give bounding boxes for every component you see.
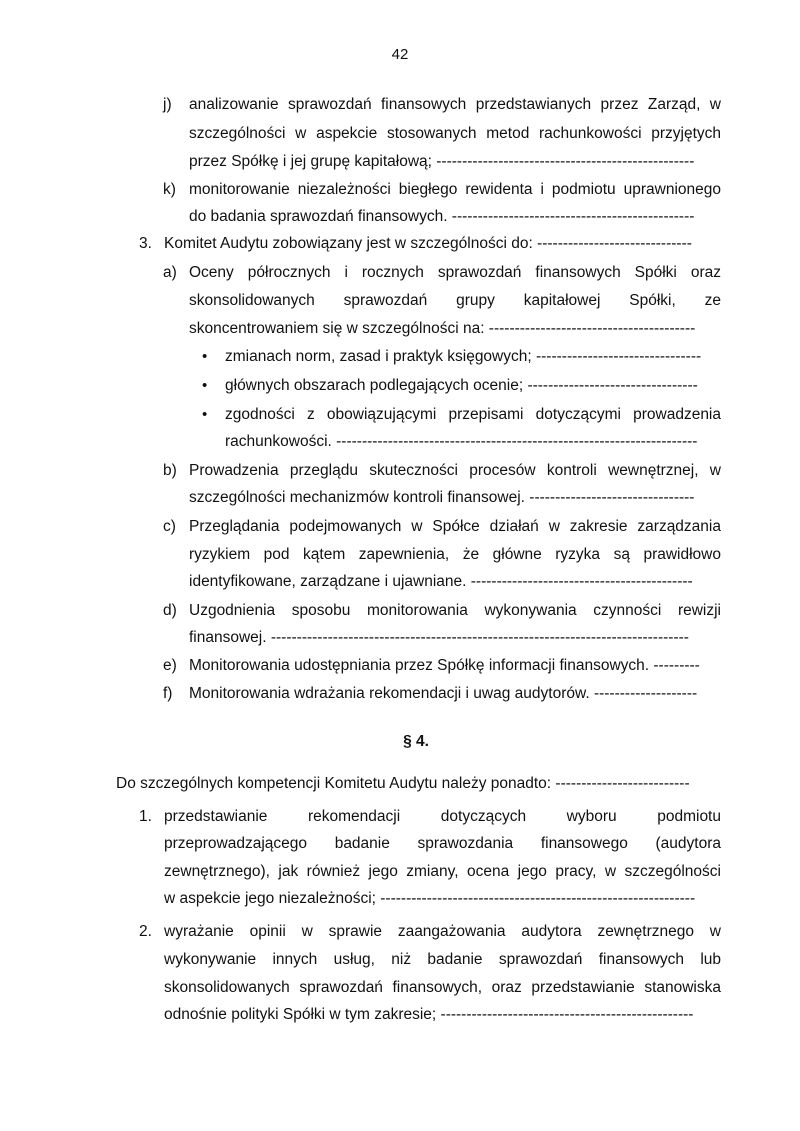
numbered-1-line-3: zewnętrznego), jak również jego zmiany, ocena jego pracy, w szczególności xyxy=(164,863,721,880)
bullet-1-line-1: zmianach norm, zasad i praktyk księgowych; -------------------------------- xyxy=(225,348,702,365)
bullet-1-glyph: • xyxy=(202,348,208,365)
subitem-a-line-3: skoncentrowaniem się w szczególności na: ---------------------------------------- xyxy=(189,320,696,337)
subitem-d-line-2: finansowej. --------------------------------------------------------------------------------- xyxy=(189,629,689,646)
numbered-2-line-2: wykonywanie innych usług, niż badanie sprawozdań finansowych lub xyxy=(164,951,721,968)
intro-paragraph: Do szczególnych kompetencji Komitetu Audytu należy ponadto: -------------------------- xyxy=(116,775,690,792)
item-j-line-2: szczególności w aspekcie stosowanych metod rachunkowości przyjętych xyxy=(189,125,721,142)
subitem-marker-e: e) xyxy=(163,657,177,674)
subitem-a-line-2: skonsolidowanych sprawozdań grupy kapitałowej Spółki, ze xyxy=(189,292,721,309)
numbered-2-line-1: wyrażanie opinii w sprawie zaangażowania audytora zewnętrznego w xyxy=(164,923,721,940)
page-number: 42 xyxy=(391,46,409,63)
subitem-c-line-2: ryzykiem pod kątem zapewnienia, że główne ryzyka są prawidłowo xyxy=(189,546,721,563)
numbered-1-line-2: przeprowadzającego badanie sprawozdania finansowego (audytora xyxy=(164,835,721,852)
subitem-f-line-1: Monitorowania wdrażania rekomendacji i uwag audytorów. -------------------- xyxy=(189,685,698,702)
bullet-3-line-1: zgodności z obowiązującymi przepisami dotyczącymi prowadzenia xyxy=(225,406,721,423)
subitem-b-line-2: szczególności mechanizmów kontroli finansowej. -------------------------------- xyxy=(189,489,695,506)
subitem-marker-a: a) xyxy=(163,264,177,281)
bullet-3-glyph: • xyxy=(202,406,208,423)
subitem-b-line-1: Prowadzenia przeglądu skuteczności procesów kontroli wewnętrznej, w xyxy=(189,462,721,479)
subitem-marker-d: d) xyxy=(163,602,177,619)
numbered-marker-1: 1. xyxy=(139,808,152,825)
numbered-1-line-1: przedstawianie rekomendacji dotyczących wyboru podmiotu xyxy=(164,808,721,825)
subitem-a-line-1: Oceny półrocznych i rocznych sprawozdań finansowych Spółki oraz xyxy=(189,264,721,281)
section-heading: § 4. xyxy=(403,733,429,750)
bullet-3-line-2: rachunkowości. ---------------------------------------------------------------------- xyxy=(225,433,698,450)
item-j-line-1: analizowanie sprawozdań finansowych przedstawianych przez Zarząd, w xyxy=(189,96,721,113)
numbered-1-line-4: w aspekcie jego niezależności; ------------------------------------------------------------- xyxy=(164,890,696,907)
subitem-c-line-3: identyfikowane, zarządzane i ujawniane. ------------------------------------------- xyxy=(189,573,693,590)
numbered-2-line-3: skonsolidowanych sprawozdań finansowych, oraz przedstawianie stanowiska xyxy=(164,979,721,996)
item-marker-j: j) xyxy=(163,96,172,113)
subitem-e-line-1: Monitorowania udostępniania przez Spółkę informacji finansowych. --------- xyxy=(189,657,700,674)
bullet-2-line-1: głównych obszarach podlegających ocenie; --------------------------------- xyxy=(225,377,698,394)
subitem-marker-f: f) xyxy=(163,685,173,702)
item-k-line-1: monitorowanie niezależności biegłego rewidenta i podmiotu uprawnionego xyxy=(189,181,721,198)
item-marker-k: k) xyxy=(163,181,176,198)
subitem-c-line-1: Przeglądania podejmowanych w Spółce działań w zakresie zarządzania xyxy=(189,518,721,535)
item-j-line-3: przez Spółkę i jej grupę kapitałową; -------------------------------------------------- xyxy=(189,153,695,170)
section-3-text: Komitet Audytu zobowiązany jest w szczególności do: ------------------------------ xyxy=(164,235,692,252)
bullet-2-glyph: • xyxy=(202,377,208,394)
subitem-marker-c: c) xyxy=(163,518,176,535)
section-3-marker: 3. xyxy=(139,235,152,252)
numbered-2-line-4: odnośnie polityki Spółki w tym zakresie; ------------------------------------------------- xyxy=(164,1006,694,1023)
item-k-line-2: do badania sprawozdań finansowych. ----------------------------------------------- xyxy=(189,208,695,225)
numbered-marker-2: 2. xyxy=(139,923,152,940)
subitem-marker-b: b) xyxy=(163,462,177,479)
subitem-d-line-1: Uzgodnienia sposobu monitorowania wykonywania czynności rewizji xyxy=(189,602,721,619)
